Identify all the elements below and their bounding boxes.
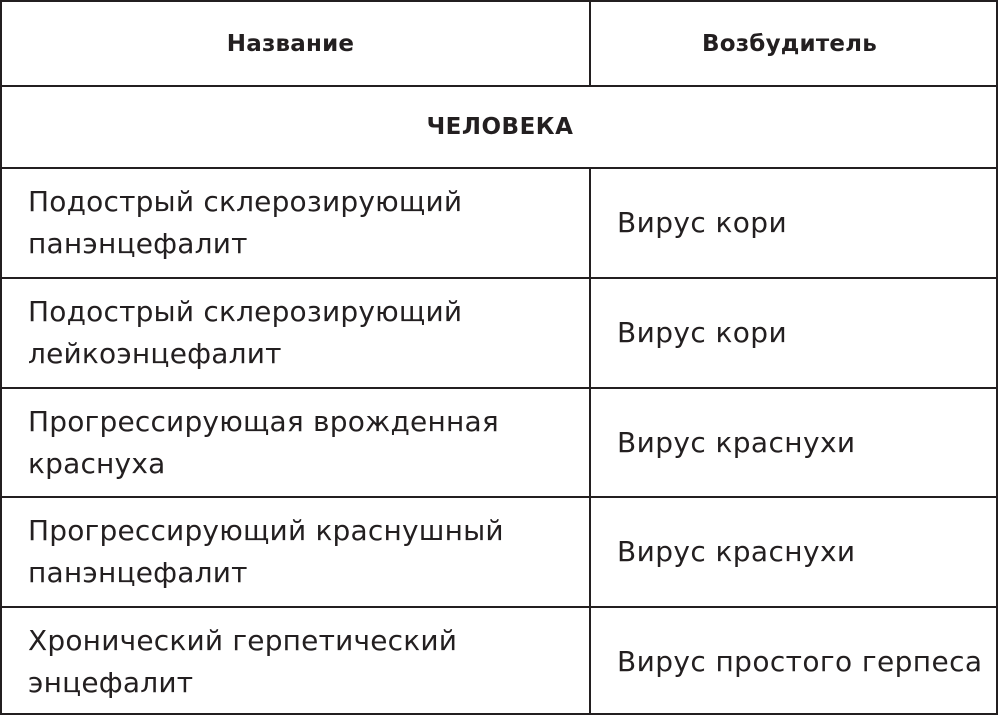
disease-name-cell bbox=[2, 498, 591, 606]
disease-name bbox=[28, 620, 579, 704]
agent-name: Вирус краснухи bbox=[617, 425, 856, 459]
table-row bbox=[2, 169, 998, 279]
table-row bbox=[2, 279, 998, 389]
disease-name-cell bbox=[2, 169, 591, 277]
header-name-label: Название bbox=[226, 30, 355, 57]
disease-name-line: лейкоэнцефалит bbox=[28, 337, 282, 370]
table-row bbox=[2, 498, 998, 608]
header-cell-agent bbox=[591, 2, 998, 85]
agent-name: Вирус простого герпеса bbox=[617, 644, 983, 678]
disease-name-cell bbox=[2, 389, 591, 496]
disease-name-line: Хронический герпетический энцефалит bbox=[28, 623, 458, 699]
disease-name bbox=[28, 291, 462, 375]
agent-cell bbox=[591, 608, 998, 715]
table-row bbox=[2, 389, 998, 498]
disease-name-cell bbox=[2, 279, 591, 387]
disease-name-line: панэнцефалит bbox=[28, 556, 248, 589]
table-row bbox=[2, 608, 998, 715]
disease-name bbox=[28, 510, 504, 594]
disease-name-line: Прогрессирующий краснушный bbox=[28, 514, 504, 547]
header-cell-name bbox=[2, 2, 591, 85]
agent-cell bbox=[591, 169, 998, 277]
section-title: ЧЕЛОВЕКА bbox=[426, 114, 574, 140]
agent-name: Вирус кори bbox=[617, 316, 788, 349]
agent-name: Вирус краснухи bbox=[617, 535, 856, 568]
section-row bbox=[2, 87, 998, 169]
agent-name: Вирус кори bbox=[617, 206, 788, 239]
disease-name-cell bbox=[2, 608, 591, 715]
agent-cell bbox=[591, 498, 998, 606]
disease-name bbox=[28, 181, 462, 265]
header-agent-label: Возбудитель bbox=[702, 30, 877, 57]
disease-name-line: панэнцефалит bbox=[28, 227, 248, 260]
disease-name-line: Прогрессирующая врожденная краснуха bbox=[28, 404, 499, 480]
agent-cell bbox=[591, 279, 998, 387]
disease-name-line: Подострый склерозирующий bbox=[28, 295, 463, 328]
disease-name-line: Подострый склерозирующий bbox=[28, 185, 463, 218]
table-header-row bbox=[2, 2, 998, 87]
section-cell bbox=[2, 87, 998, 167]
agent-cell bbox=[591, 389, 998, 496]
disease-name bbox=[28, 401, 579, 485]
